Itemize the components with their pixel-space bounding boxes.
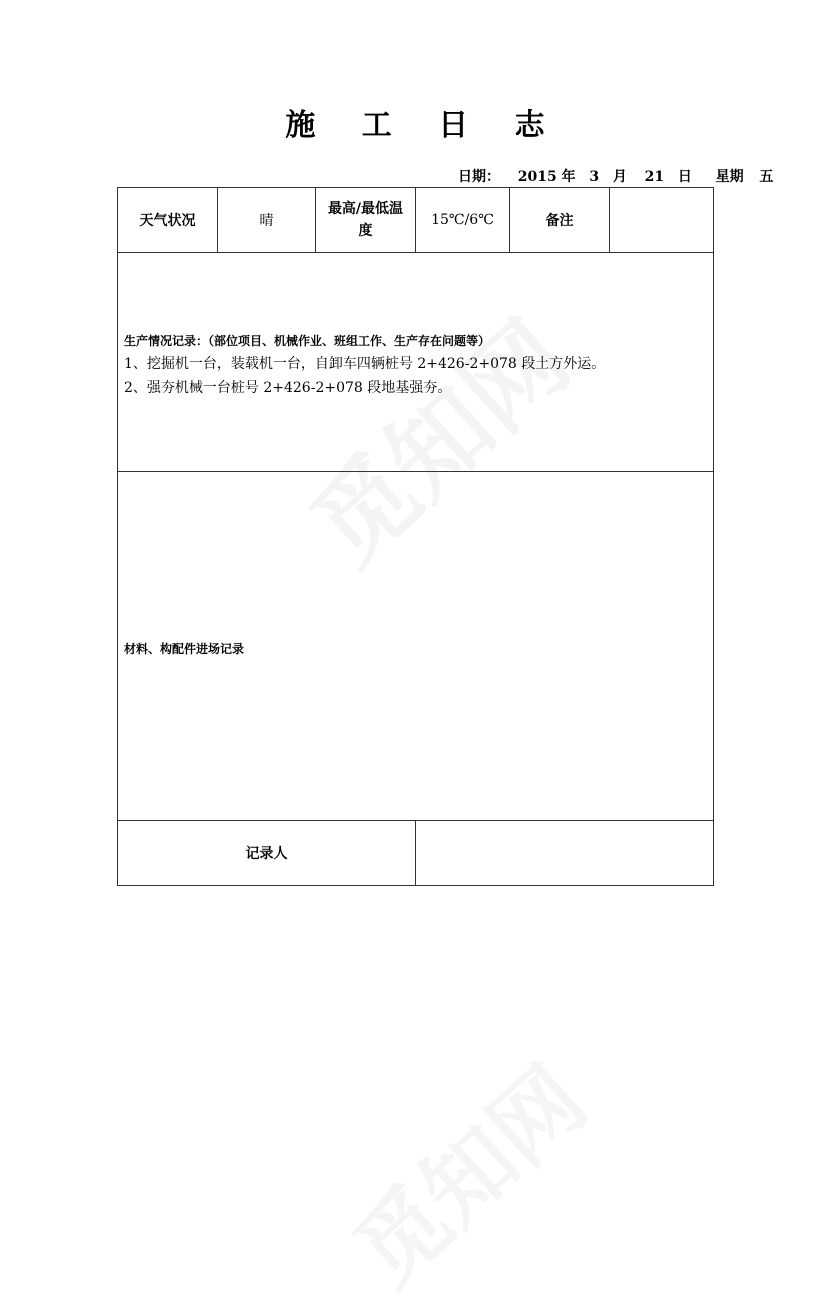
production-label: 生产情况记录：（部位项目、机械作业、班组工作、生产存在问题等） <box>124 333 491 348</box>
page-title: 施 工 日 志 <box>285 108 563 143</box>
date-month-unit: 月 <box>612 169 627 185</box>
production-line-1: 1、挖掘机一台，装载机一台，自卸车四辆桩号 2+426-2+078 段土方外运。 <box>124 355 606 372</box>
date-year: 2015 <box>517 169 557 185</box>
watermark-bottom <box>321 1031 609 1308</box>
materials-row <box>118 472 714 821</box>
temp-value: 15℃/6℃ <box>416 188 510 253</box>
recorder-label: 记录人 <box>118 821 416 886</box>
recorder-value <box>416 821 714 886</box>
temp-label: 最高/最低温度 <box>316 188 416 253</box>
recorder-row <box>118 821 714 886</box>
remark-value <box>610 188 714 253</box>
remark-label: 备注 <box>510 188 610 253</box>
production-cell <box>118 253 714 472</box>
log-table <box>117 187 714 886</box>
date-day-unit: 日 <box>677 169 692 185</box>
weekday-value: 五 <box>759 169 774 185</box>
header-row <box>118 188 714 253</box>
date-year-unit: 年 <box>561 169 576 185</box>
weather-value: 晴 <box>218 188 316 253</box>
materials-label: 材料、构配件进场记录 <box>124 641 245 656</box>
date-day: 21 <box>644 169 665 185</box>
weather-label: 天气状况 <box>118 188 218 253</box>
materials-cell <box>118 472 714 821</box>
production-row <box>118 253 714 472</box>
date-line <box>458 166 774 186</box>
production-line-2: 2、强夯机械一台桩号 2+426-2+078 段地基强夯。 <box>124 379 452 396</box>
date-label: 日期： <box>458 169 500 185</box>
log-sheet <box>117 187 713 887</box>
weekday-label: 星期 <box>715 169 744 185</box>
date-month: 3 <box>589 169 600 185</box>
